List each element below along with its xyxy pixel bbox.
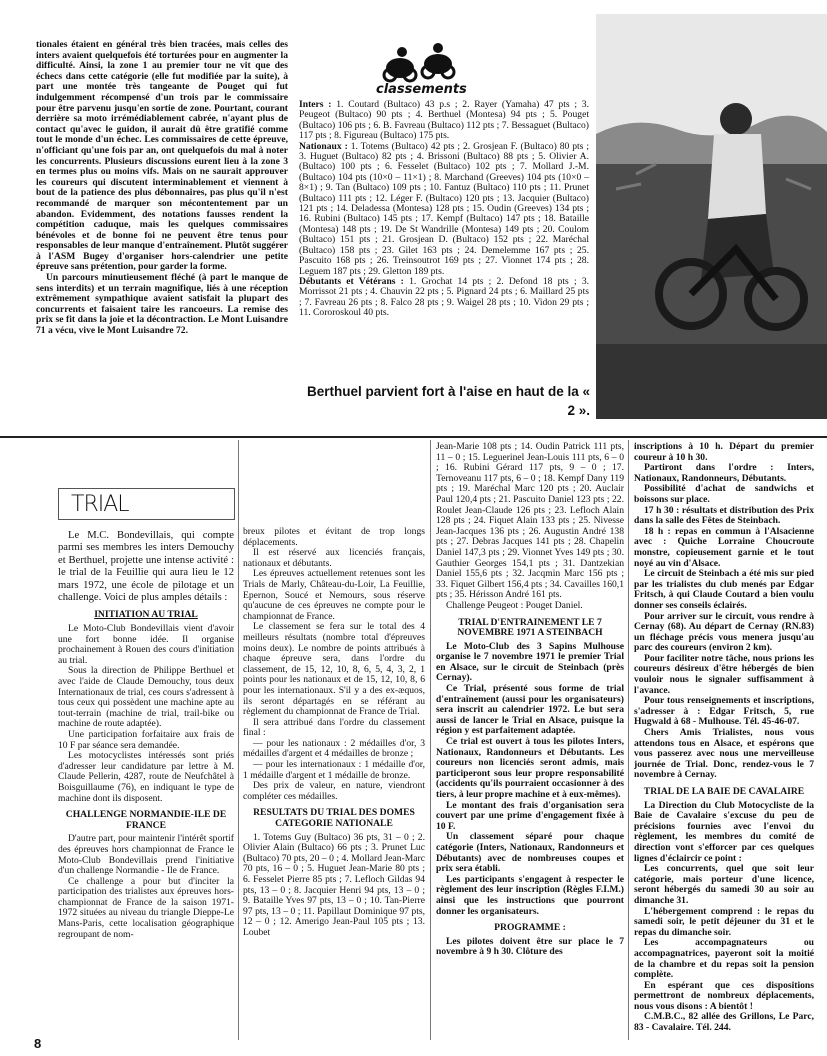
intro-paragraph: Le M.C. Bondevillais, qui compte parmi ses membres les inters Demouchy et Berthuel, projette une intense activité : le trial de la Feuillie qui aura lieu le 12 mars 1972, une école de pilotage et un challenge. Voici de plus amples détails : xyxy=(58,530,234,604)
section-heading: TRIAL D'ENTRAINEMENT LE 7 NOVEMBRE 1971 A STEINBACH xyxy=(457,616,603,639)
paragraph: Pour arriver sur le circuit, vous rendre à Cernay (68). Au départ de Cernay (RN.83) un fléchage précis vous menera jusqu'au parc des coureurs (environ 2 km). xyxy=(634,610,814,654)
photo-caption: Berthuel parvient fort à l'aise en haut de la « 2 ». xyxy=(306,384,590,418)
section-heading: PROGRAMME : xyxy=(494,922,566,934)
trial-rider-photo xyxy=(596,14,827,419)
category-label: Nationaux : xyxy=(299,140,348,152)
section-heading: TRIAL DE LA BAIE DE CAVALAIRE xyxy=(643,786,805,797)
column-rule xyxy=(238,440,239,1040)
paragraph: Un classement séparé pour chaque catégorie (Inters, Nationaux, Randonneurs et Débutants) avec de nombreuses coupes et prix sera établi. xyxy=(436,831,624,875)
article-continuation xyxy=(36,40,288,337)
paragraph: Pour faciliter notre tâche, nous prions les coureurs désireux d'être hébergés de bien vouloir nous le signaler suffisamment à l'avance. xyxy=(634,652,814,696)
paragraph: Sous la direction de Philippe Berthuel et avec l'aide de Claude Demouchy, tous deux Internationaux de trial, ces cours s'adressent à tous ceux qui possèdent une machine apte au tout-terrain (machine de trial, trail-bike ou machine de route adaptée). xyxy=(58,665,234,730)
paragraph: Une participation forfaitaire aux frais de 10 F par séance sera demandée. xyxy=(58,728,234,751)
column-rule xyxy=(628,440,629,1040)
column-3 xyxy=(436,442,624,958)
category-label: Débutants et Vétérans : xyxy=(299,275,404,287)
category-results: 1. Grochat 14 pts ; 2. Defond 18 pts ; 3. Morrissot 21 pts ; 4. Chauvin 22 pts ; 5. Pignard 24 pts ; 6. Maillard 25 pts ; 7. Favreau 26 pts ; 8. Falco 28 pts ; 9. Waigel 28 pts ; 10. Vidon 29 pts ; 11. Cororoskoul 40 pts. xyxy=(299,275,590,319)
paragraph: Ce Trial, présenté sous forme de trial d'entraînement (aussi pour les organisateurs) sera inscrit au calendrier 1972. Le but sera aussi de lancer le Trial en Alsace, puisque la région y est parfaitement adaptée. xyxy=(436,683,624,737)
paragraph: inscriptions à 10 h. Départ du premier coureur à 10 h 30. xyxy=(634,441,814,463)
category-results: 1. Totems (Bultaco) 42 pts ; 2. Grosjean F. (Bultaco) 80 pts ; 3. Huguet (Bultaco) 82 pts ; 4. Brissoni (Bultaco) 88 pts ; 5. Olivier A. (Bultaco) 100 pts ; 6. Fesselet (Bultaco) 102 pts ; 7. Mollard J.-M. (Bultaco) 104 pts (10×0 – 11×1) ; 8. Marchand (Greeves) 104 pts (10×0 – 8×1) ; 9. Tan (Bultaco) 109 pts ; 10. Fantuz (Bultaco) 110 pts ; 11. Prunet (Bultaco) 111 pts ; 12. Léger F. (Bultaco) 120 pts ; 13. Jacquier (Bultaco) 121 pts ; 14. Deladessa (Montesa) 128 pts ; 15. Oudin (Greeves) 134 pts ; 16. Rubini (Bultaco) 145 pts ; 17. Kempf (Bultaco) 147 pts ; 18. Bataille (Montesa) 148 pts ; 19. De St Wandrille (Montesa) 149 pts ; 20. Coulom (Bultaco) 151 pts ; 21. Grosjean D. (Bultaco) 152 pts ; 22. Maréchal (Bultaco) 158 pts ; 23. Gilet 163 pts ; 24. Demelemme 167 pts ; 25. Pascuito 168 pts ; 26. Treinsoutrot 169 pts ; 27. Vionnet 174 pts ; 28. Leguem 187 pts ; 29. Gletton 189 pts. xyxy=(299,140,589,277)
paragraph: Jean-Marie 108 pts ; 14. Oudin Patrick 111 pts, 11 – 0 ; 15. Leguerinel Jean-Louis 111 pts, 6 – 0 ; 16. Rubini Gérard 117 pts, 9 – 0 ; 17. Ternoveanu 117 pts, 6 – 0 ; 18. Kempf Dany 119 pts ; 19. Maréchal Marc 120 pts ; 20. Auclair Paul 120,4 pts ; 21. Pascuito Daniel 123 pts ; 22. Roulet Jean-Claude 126 pts ; 23. Lefloch Alain 128 pts ; 24. Fiquet Alain 133 pts ; 25. Nivesse Jean-Jacques 136 pts ; 26. Augustin André 138 pts ; 27. Debras Jacques 141 pts ; 28. Chapelin Daniel 147,3 pts ; 29. Vionnet Yves 149 pts ; 30. Gauthier Georges 154,1 pts ; 31. Dantzekian Daniel 155,6 pts ; 32. Jacqmin Marc 156 pts ; 33. Fiquet Gilbert 156,4 pts ; 34. Cavailles 160,1 pts ; 35. Hérisson André 161 pts. xyxy=(436,441,624,601)
paragraph: Pour tous renseignements et inscriptions, s'adresser à : Edgar Fritsch, 5, rue Hugwald à 68 - Mulhouse. Tél. 45-46-07. xyxy=(634,695,814,728)
paragraph: Un parcours minutieusement fléché (à part le manque de sens interdits) et un terrain magnifique, liés à une réception extrêmement sympathique avaient satisfait la plupart des concurrents et faisaient taire les rancoeurs. La remise des prix se fit dans la joie et la décontraction. Le Mont Luisandre 71 a vécu, vive le Mont Luisandre 72. xyxy=(36,272,288,337)
paragraph: Ce challenge a pour but d'inciter la participation des trialistes aux épreuves hors-championnat de France de la saison 1971-1972 situées au niveau du triangle Dieppe-Le Mans-Paris, cette localisation géographique regroupant de nom- xyxy=(58,875,234,940)
paragraph: Les épreuves actuellement retenues sont les Trials de Marly, Château-du-Loir, La Feuillie, Epernon, Soucé et Nemours, sous réserve qu'aucune de ces épreuves ne compte pour le championnat de France. xyxy=(243,568,425,622)
paragraph: 17 h 30 : résultats et distribution des Prix dans la salle des Fêtes de Steinbach. xyxy=(634,504,814,527)
classements-logo-text: classements xyxy=(376,82,467,97)
paragraph: Le montant des frais d'organisation sera couvert par une prime d'engagement fixée à 10 F. xyxy=(436,799,624,832)
paragraph: D'autre part, pour maintenir l'intérêt sportif des épreuves hors championnat de France le Moto-Club Bondevillais prend l'initiative d'un challenge Normandie - Ile de France. xyxy=(58,833,234,877)
paragraph: breux pilotes et évitant de trop longs déplacements. xyxy=(243,526,425,548)
paragraph: Chers Amis Trialistes, nous vous attendons tous en Alsace, et espérons que vous passerez avec nous une merveilleuse journée de Trial. Donc, rendez-vous le 7 novembre à Cernay. xyxy=(634,727,814,781)
classements-results xyxy=(299,100,589,319)
paragraph: tionales étaient en général très bien tracées, mais celles des inters avaient quelquefois été torturées pour en augmenter la difficulté. Ainsi, la zone 1 au premier tour ne vit que des échecs dans cette catégorie (elle fut modifiée par la suite), à part une montée très tangeante de Pouget qui fut indulgemment récompensé d'un trois par le commissaire pour être parvenu jusqu'en sortie de zone. Pourtant, courant derrière sa moto irrémédiablement cabrée, n'ayant plus de contact qu'avec le guidon, il aurait dû être gratifié comme tout le monde d'un échec. Les commissaires de cette épreuve, n'officiant qu'une fois par an, ont quelquefois du mal à noter les concurrents. Plusieurs discussions eurent lieu à la zone 3 en termes plus ou moins vifs. Mais on ne saurait approuver les coureurs qui discutent interminablement et viennent à bout de la patience des plus débonnaires, pas plus qu'il n'est recommandé de marquer son mécontentement par un abandon. Evidemment, des notations fausses rendent la compétition caduque, mais les quelques commissaires bénévoles et de bonne foi ne peuvent être tenus pour responsables de leur manque d'entraînement. Plutôt suggérer à l'ASM Bugey d'organiser hors-calendrier une petite épreuve sans prétention, pour garder la forme. xyxy=(36,39,288,273)
trial-section-heading-box xyxy=(58,488,235,520)
paragraph: Le Moto-Club Bondevillais vient d'avoir une fort bonne idée. Il organise prochainement à Rouen des cours d'initiation au trial. xyxy=(58,623,234,666)
page-number: 8 xyxy=(34,1036,42,1051)
paragraph: Il est réservé aux licenciés français, nationaux et débutants. xyxy=(243,547,425,569)
paragraph: L'hébergement comprend : le repas du samedi soir, le petit déjeuner du 31 et le repas du dimanche soir. xyxy=(634,905,814,938)
paragraph: En espérant que ces dispositions permettront de nombreux déplacements, nous vous disons : A bientôt ! xyxy=(634,979,814,1012)
section-divider xyxy=(0,436,827,438)
paragraph: C.M.B.C., 82 allée des Grillons, Le Parc, 83 - Cavalaire. Tél. 244. xyxy=(634,1011,814,1034)
paragraph: 18 h : repas en commun à l'Alsacienne avec : Quiche Lorraine Choucroute monstre, copieusement garnie et le tout noyé au vin d'Alsace. xyxy=(634,525,814,569)
section-heading: RESULTATS DU TRIAL DES DOMES CATEGORIE NATIONALE xyxy=(253,807,415,830)
category-results: 1. Coutard (Bultaco) 43 p.s ; 2. Rayer (Yamaha) 47 pts ; 3. Peugeot (Bultaco) 90 pts ; 4. Berthuel (Montesa) 94 pts ; 5. Pouget (Bultaco) 106 pts ; 6. B. Favreau (Bultaco) 112 pts ; 7. Bessaguet (Bultaco) 117 pts ; 8. Figureau (Bultaco) 175 pts. xyxy=(299,99,589,142)
paragraph: Les accompagnateurs ou accompagnatrices, payeront soit la moitié de la chambre et du repas soit la pension complète. xyxy=(634,937,814,981)
paragraph: — pour les internationaux : 1 médaille d'or, 1 médaille d'argent et 1 médaille de bronze. xyxy=(243,759,425,781)
column-4 xyxy=(634,442,814,1034)
rider-on-motorcycle-image xyxy=(596,14,827,419)
paragraph: Les participants s'engagent à respecter le règlement des leur inscription (Règles F.I.M.) ainsi que les instructions que pourront donner les organisateurs. xyxy=(436,873,624,917)
paragraph: Les motocyclistes intéressés sont priés d'adresser leur candidature par lettre à M. Claude Pellerin, 4287, route de Neufchâtel à Boisguillaume (76), en indiquant le type de machine dont ils disposent. xyxy=(58,750,234,804)
paragraph: — pour les nationaux : 2 médailles d'or, 3 médailles d'argent et 4 médailles de bronze ; xyxy=(243,737,425,760)
paragraph: Partiront dans l'ordre : Inters, Nationaux, Randonneurs, Débutants. xyxy=(634,462,814,484)
paragraph: Le Moto-Club des 3 Sapins Mulhouse organise le 7 novembre 1971 le premier Trial en Alsace, sur le circuit de Steinbach (près Cernay). xyxy=(436,640,624,684)
category-label: Inters : xyxy=(299,99,332,110)
paragraph: 1. Totems Guy (Bultaco) 36 pts, 31 – 0 ; 2. Olivier Alain (Bultaco) 66 pts ; 3. Prunet Luc (Bultaco) 70 pts, 20 – 0 ; 4. Mollard Jean-Marc 70 pts, 16 – 0 ; 5. Huguet Jean-Marie 80 pts ; 6. Fesselet Pierre 85 pts ; 7. Lefloch Gildas 94 pts, 13 – 0 ; 8. Jacquier Henri 94 pts, 13 – 0 ; 9. Bataille Yves 97 pts, 13 – 0 ; 10. Tan-Pierre 97 pts, 13 – 0 ; 11. Papillaut Dominique 97 pts, 12 – 0 ; 12. Amerigo Jean-Paul 105 pts ; 13. Loubet xyxy=(243,831,425,938)
paragraph: Il sera attribué dans l'ordre du classement final : xyxy=(243,716,425,739)
paragraph: Possibilité d'achat de sandwichs et boissons sur place. xyxy=(634,483,814,505)
paragraph: Des prix de valeur, en nature, viendront compléter ces médailles. xyxy=(243,780,425,802)
paragraph: Ce trial est ouvert à tous les pilotes Inters, Nationaux, Randonneurs et Débutants. Les coureurs non licenciés seront admis, mais participeront sous leur propre responsabilité (accidents qu'ils pourraient occasionner à des tiers, à leur propre machine et à eux-mêmes). xyxy=(436,736,624,800)
column-rule xyxy=(430,440,431,1040)
section-heading: INITIATION AU TRIAL xyxy=(94,609,198,621)
paragraph: Les concurrents, quel que soit leur catégorie, mais porteur d'une licence, seront hébergés du samedi 30 au soir au dimanche 31. xyxy=(634,863,814,906)
paragraph: Les pilotes doivent être sur place le 7 novembre à 9 h 30. Clôture des xyxy=(436,935,624,958)
classements-logo xyxy=(368,40,478,100)
column-2 xyxy=(243,527,425,939)
paragraph: La Direction du Club Motocycliste de la Baie de Cavalaire s'excuse du peu de précisions fournies avec l'envoi du règlement, les membres du comité de direction vont s'efforcer par ces quelques lignes d'éclaircir ce point : xyxy=(634,799,814,864)
section-heading: CHALLENGE NORMANDIE-ILE DE FRANCE xyxy=(65,809,227,831)
trial-section-heading: TRIAL xyxy=(71,491,129,517)
paragraph: Le circuit de Steinbach a été mis sur pied par les trialistes du club menés par Edgar Fritsch, à qui Claude Coutard a bien voulu donner ses conseils éclairés. xyxy=(634,568,814,611)
paragraph: Challenge Peugeot : Pouget Daniel. xyxy=(446,599,583,611)
column-1 xyxy=(58,530,234,940)
paragraph: Le classement se fera sur le total des 4 meilleurs résultats (nombre total d'épreuves moins deux). Le nombre de points attribués à chaque épreuve sera, dans l'ordre du classement, de 15, 12, 10, 8, 6, 5, 4, 3, 2, 1 points pour les nationaux et de 15, 12, 10, 8, 6 pour les internationaux. S'il y a des ex-æquos, ils seront départagés en se référant au règlement du championnat de France de Trial. xyxy=(243,621,425,718)
